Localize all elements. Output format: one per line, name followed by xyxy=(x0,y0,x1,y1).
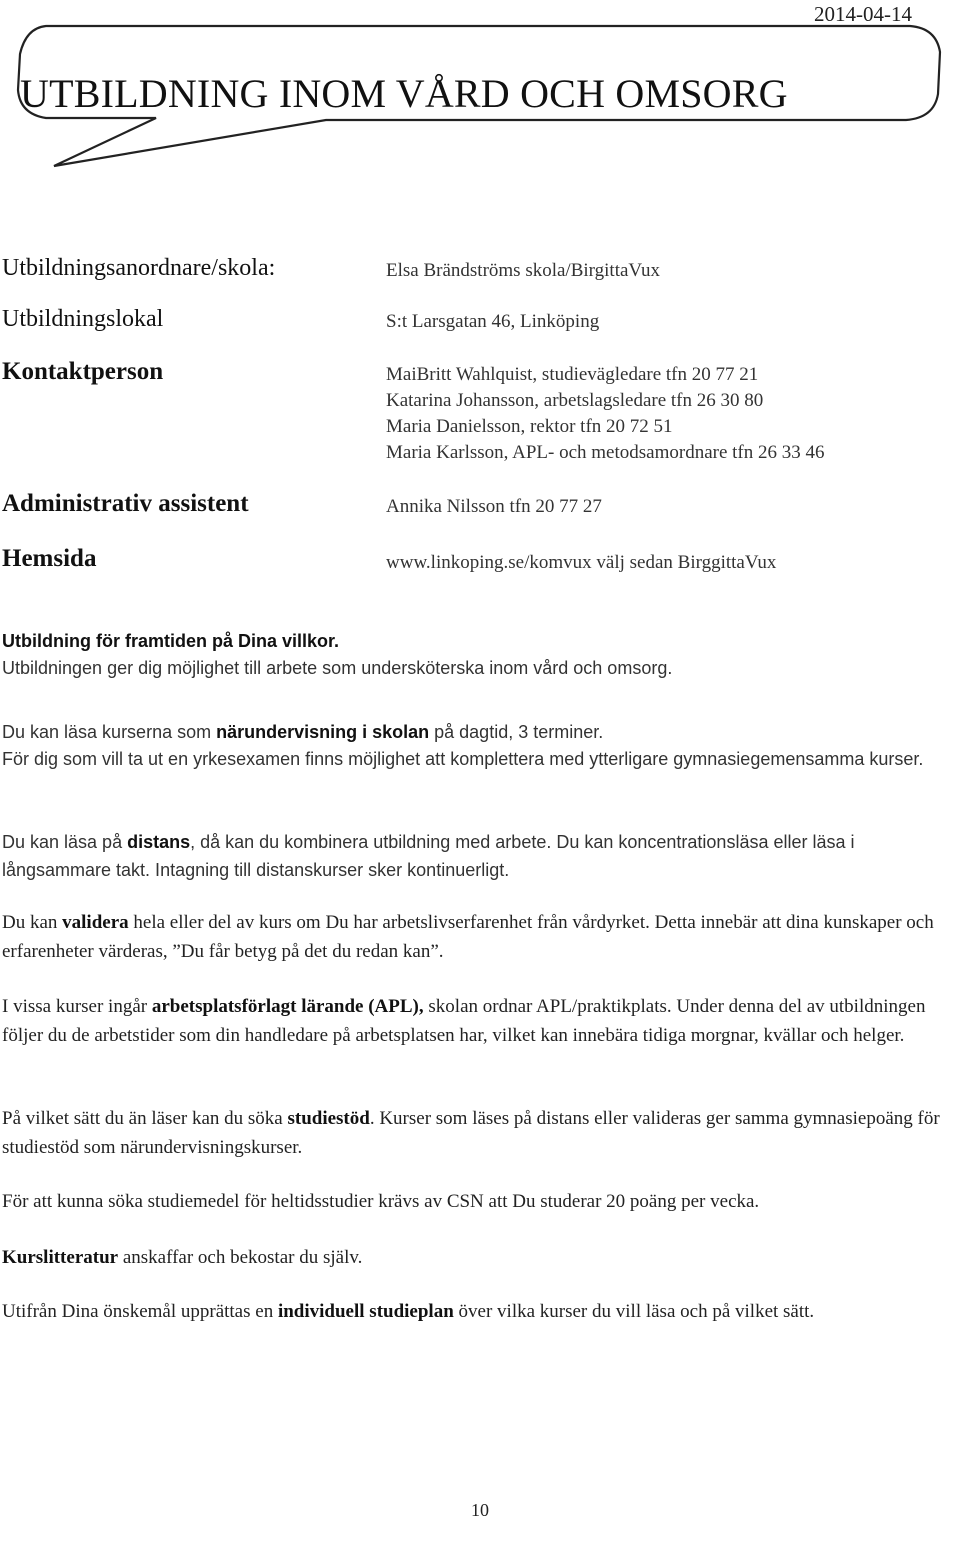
hemsida-label: Hemsida xyxy=(2,545,97,572)
emphasis-kurslitteratur: Kurslitteratur xyxy=(2,1247,119,1268)
emphasis-studieplan: individuell studieplan xyxy=(277,1301,454,1322)
lokal-label: Utbildningslokal xyxy=(2,306,164,332)
paragraph-apl: I vissa kurser ingår arbetsplatsförlagt lärande (APL), skolan ordnar APL/praktikplats. Under denna del av utbildningen följer du de arbetstider som din handledare på arbetsplatsen har, vilket kan innebära tidiga morgnar, kvällar och helger. xyxy=(2,996,926,1046)
emphasis-distans: distans xyxy=(127,832,191,852)
paragraph-kurslitteratur: Kurslitteratur anskaffar och bekostar du själv. xyxy=(2,1247,363,1268)
intro-heading: Utbildning för framtiden på Dina villkor. xyxy=(2,631,340,651)
hemsida-link[interactable]: www.linkoping.se/komvux välj sedan BirggittaVux xyxy=(386,552,777,573)
admin-label: Administrativ assistent xyxy=(2,490,249,517)
paragraph-distans: Du kan läsa på distans, då kan du kombinera utbildning med arbete. Du kan koncentrationsläsa eller läsa i långsammare takt. Intagning till distanskurser sker kontinuerligt. xyxy=(2,832,855,880)
date: 2014-04-14 xyxy=(814,2,912,26)
contact-list xyxy=(386,362,825,466)
emphasis-apl: arbetsplatsförlagt lärande (APL), xyxy=(151,996,424,1017)
paragraph-csn: För att kunna söka studiemedel för heltidsstudier krävs av CSN att Du studerar 20 poäng per vecka. xyxy=(2,1191,760,1212)
contact-item: MaiBritt Wahlquist, studievägledare tfn 20 77 21 xyxy=(386,364,759,385)
contact-item: Maria Danielsson, rektor tfn 20 72 51 xyxy=(386,416,673,437)
contact-item: Maria Karlsson, APL- och metodsamordnare tfn 26 33 46 xyxy=(386,442,825,463)
intro-block xyxy=(2,628,952,682)
paragraph-validera: Du kan validera hela eller del av kurs om Du har arbetslivserfarenhet från vårdyrket. Detta innebär att dina kunskaper och erfarenheter värderas, ”Du får betyg på det du redan kan”. xyxy=(2,912,934,962)
kontakt-label: Kontaktperson xyxy=(2,358,164,385)
emphasis-narundervisning: närundervisning i skolan xyxy=(216,722,430,742)
lokal-value: S:t Larsgatan 46, Linköping xyxy=(386,311,600,332)
anordnare-label: Utbildningsanordnare/skola: xyxy=(2,255,276,281)
intro-text: Utbildningen ger dig möjlighet till arbete som undersköterska inom vård och omsorg. xyxy=(2,658,673,678)
page-number: 10 xyxy=(471,1500,489,1520)
paragraph-studieplan: Utifrån Dina önskemål upprättas en individuell studieplan över vilka kurser du vill läsa och på vilket sätt. xyxy=(2,1301,815,1322)
emphasis-studiestod: studiestöd xyxy=(287,1108,370,1129)
admin-value: Annika Nilsson tfn 20 77 27 xyxy=(386,496,602,517)
page-title: UTBILDNING INOM VÅRD OCH OMSORG xyxy=(20,71,788,116)
anordnare-value: Elsa Brändströms skola/BirgittaVux xyxy=(386,260,660,281)
emphasis-validera: validera xyxy=(62,912,129,933)
contact-item: Katarina Johansson, arbetslagsledare tfn 26 30 80 xyxy=(386,390,764,411)
hemsida-value xyxy=(386,552,776,574)
paragraph-narundervisning: Du kan läsa kurserna som närundervisning i skolan på dagtid, 3 terminer. För dig som vill ta ut en yrkesexamen finns möjlighet att komplettera med ytterligare gymnasiegemensamma kurser. xyxy=(2,722,924,769)
paragraph-studiestod: På vilket sätt du än läser kan du söka studiestöd. Kurser som läses på distans eller valideras ger samma gymnasiepoäng för studiestöd som närundervisningskurser. xyxy=(2,1108,940,1158)
